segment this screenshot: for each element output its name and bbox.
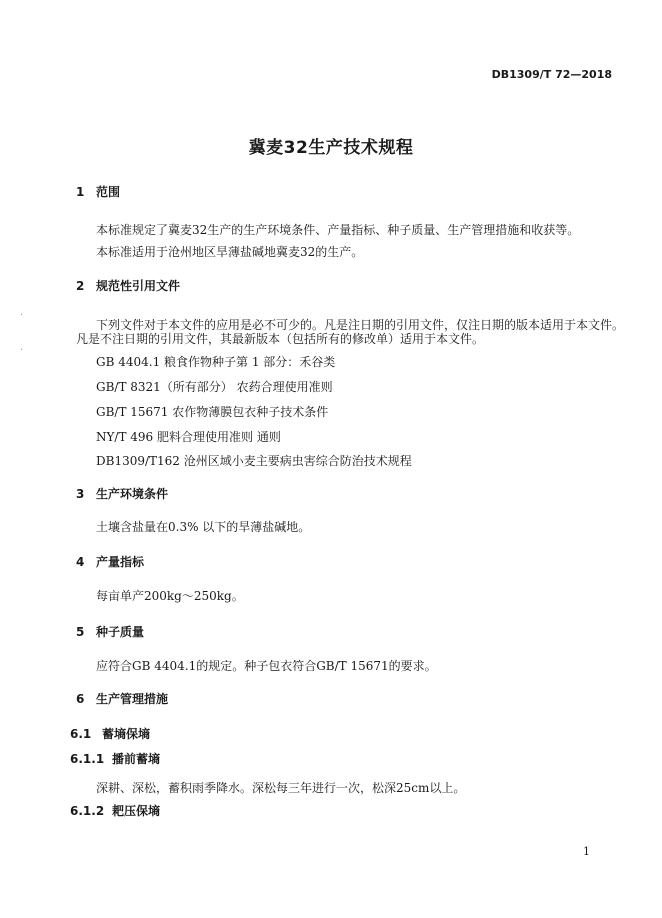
reference-item: GB/T 15671 农作物薄膜包衣种子技术条件 [96, 405, 329, 419]
paragraph: 凡是不注日期的引用文件，其最新版本（包括所有的修改单）适用于本文件。 [76, 332, 485, 346]
subsection-number: 6.1.2 [70, 804, 105, 818]
subsection-heading [70, 750, 160, 767]
paragraph: 下列文件对于本文件的应用是必不可少的。凡是注日期的引用文件，仅注日期的版本适用于本文件。 [96, 318, 625, 332]
section-number: 1 [76, 185, 85, 199]
subsection-title: 蓄墒保墒 [102, 727, 151, 741]
section-number: 4 [76, 555, 85, 569]
paragraph: 土壤含盐量在0.3% 以下的旱薄盐碱地。 [96, 520, 311, 534]
subsection-heading [70, 802, 160, 819]
section-heading-refs [76, 277, 180, 294]
section-number: 2 [76, 279, 85, 293]
paragraph: 深耕、深松，蓄积雨季降水。深松每三年进行一次，松深25cm以上。 [96, 781, 466, 795]
section-heading-seed [76, 623, 144, 640]
section-number: 3 [76, 487, 85, 501]
paragraph: 应符合GB 4404.1的规定。种子包衣符合GB/T 15671的要求。 [96, 659, 437, 673]
document-number: DB1309/T 72—2018 [491, 68, 612, 81]
margin-mark: · [20, 345, 24, 356]
subsection-heading [70, 725, 150, 742]
section-title: 规范性引用文件 [96, 279, 181, 293]
section-heading-scope [76, 183, 120, 200]
subsection-number: 6.1.1 [70, 752, 105, 766]
section-number: 5 [76, 625, 85, 639]
section-heading-yield [76, 553, 144, 570]
section-title: 种子质量 [96, 625, 145, 639]
section-title: 生产管理措施 [96, 692, 169, 706]
section-heading-mgmt [76, 690, 168, 707]
subsection-title: 耙压保墒 [112, 804, 161, 818]
section-heading-env [76, 485, 168, 502]
reference-item: GB 4404.1 粮食作物种子第 1 部分：禾谷类 [96, 355, 336, 369]
section-title: 产量指标 [96, 555, 145, 569]
reference-item: DB1309/T162 沧州区域小麦主要病虫害综合防治技术规程 [96, 454, 412, 468]
subsection-number: 6.1 [70, 727, 92, 741]
page-number: 1 [583, 845, 590, 858]
paragraph: 每亩单产200kg～250kg。 [96, 589, 244, 603]
reference-item: GB/T 8321（所有部分） 农药合理使用准则 [96, 380, 333, 394]
subsection-title: 播前蓄墒 [112, 752, 161, 766]
paragraph: 本标准规定了冀麦32生产的生产环境条件、产量指标、种子质量、生产管理措施和收获等。 [96, 223, 580, 237]
reference-item: NY/T 496 肥料合理使用准则 通则 [96, 430, 281, 444]
section-title: 生产环境条件 [96, 487, 169, 501]
section-number: 6 [76, 692, 85, 706]
section-title: 范围 [96, 185, 121, 199]
paragraph: 本标准适用于沧州地区旱薄盐碱地冀麦32的生产。 [96, 245, 364, 259]
margin-mark: · [20, 310, 24, 321]
document-title: 冀麦32生产技术规程 [248, 138, 414, 158]
